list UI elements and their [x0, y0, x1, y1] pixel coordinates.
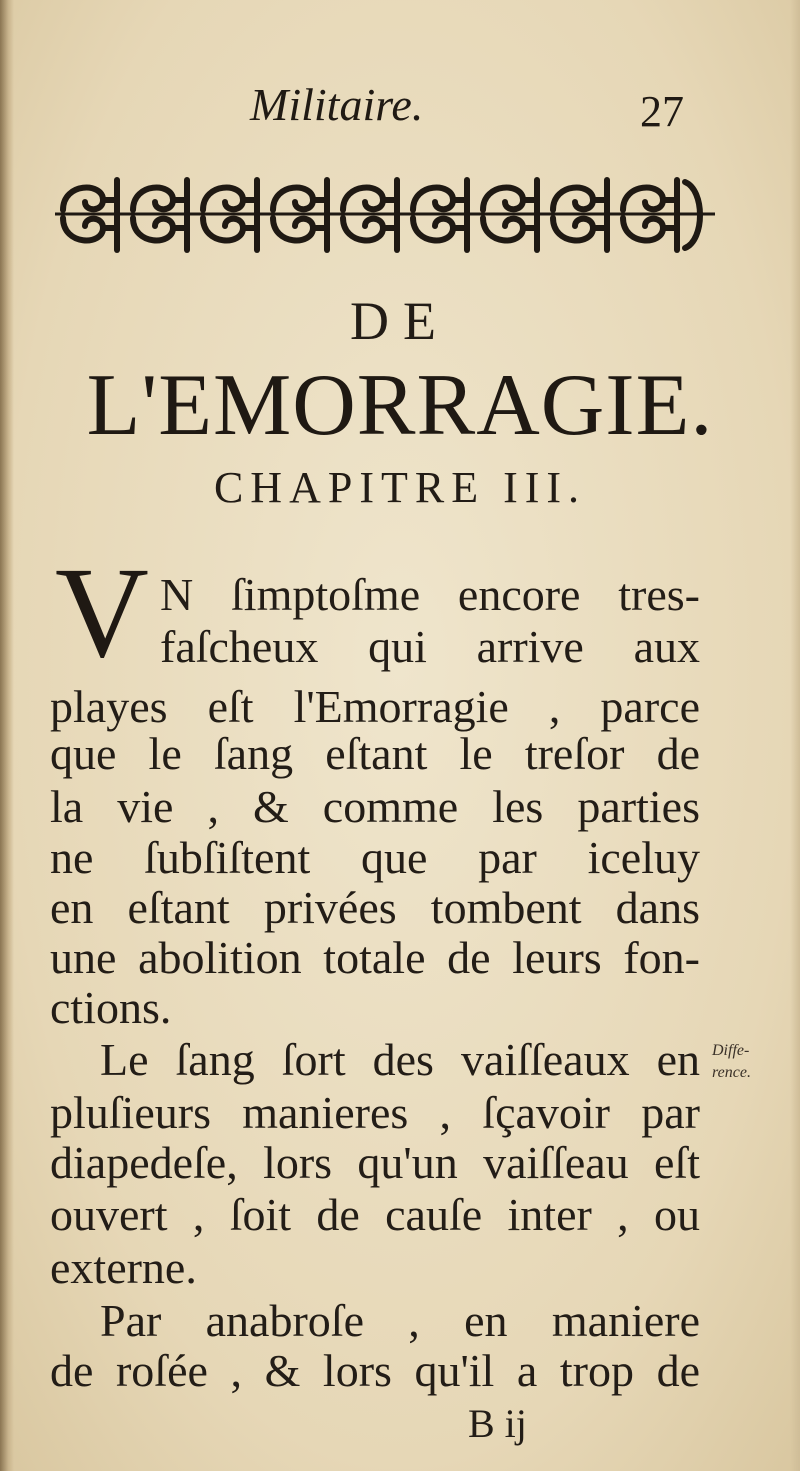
text-line: de roſée , & lors qu'il a trop de — [50, 1345, 700, 1396]
text-line: que le ſang eſtant le treſor de — [50, 728, 700, 779]
text-line: N ſimptoſme encore tres- — [160, 569, 700, 620]
text-line: en eſtant privées tombent dans — [50, 882, 700, 933]
text-line: Le ſang ſort des vaiſſeaux en — [100, 1034, 700, 1085]
text-line: une abolition totale de leurs fon- — [50, 932, 700, 983]
heading-de: DE — [350, 291, 450, 351]
text-line: ne ſubſiſtent que par iceluy — [50, 832, 700, 883]
text-line: pluſieurs manieres , ſçavoir par — [50, 1087, 700, 1138]
drop-cap: V — [55, 541, 149, 685]
text-line: ouvert , ſoit de cauſe inter , ou — [50, 1189, 700, 1240]
text-line: faſcheux qui arrive aux — [160, 621, 700, 672]
chapter-title: L'EMORRAGIE. — [86, 357, 714, 454]
text-line: la vie , & comme les parties — [50, 781, 700, 832]
text-line: Par anabroſe , en maniere — [100, 1295, 700, 1346]
page-gutter-shadow — [0, 0, 14, 1471]
page-number: 27 — [640, 87, 684, 136]
signature-mark: B ij — [468, 1401, 527, 1446]
text-line: externe. — [50, 1242, 197, 1293]
running-head: Militaire. — [250, 79, 424, 130]
text-line: playes eſt l'Emorragie , parce — [50, 681, 700, 732]
fleuron-band-ornament-icon — [55, 160, 715, 270]
text-line: ctions. — [50, 982, 172, 1033]
marginal-note: Diffe- rence. — [712, 1042, 751, 1082]
chapter-number: CHAPITRE III. — [213, 463, 587, 512]
text-line: diapedeſe, lors qu'un vaiſſeau eſt — [50, 1137, 700, 1188]
page-edge-shadow — [790, 0, 800, 1471]
